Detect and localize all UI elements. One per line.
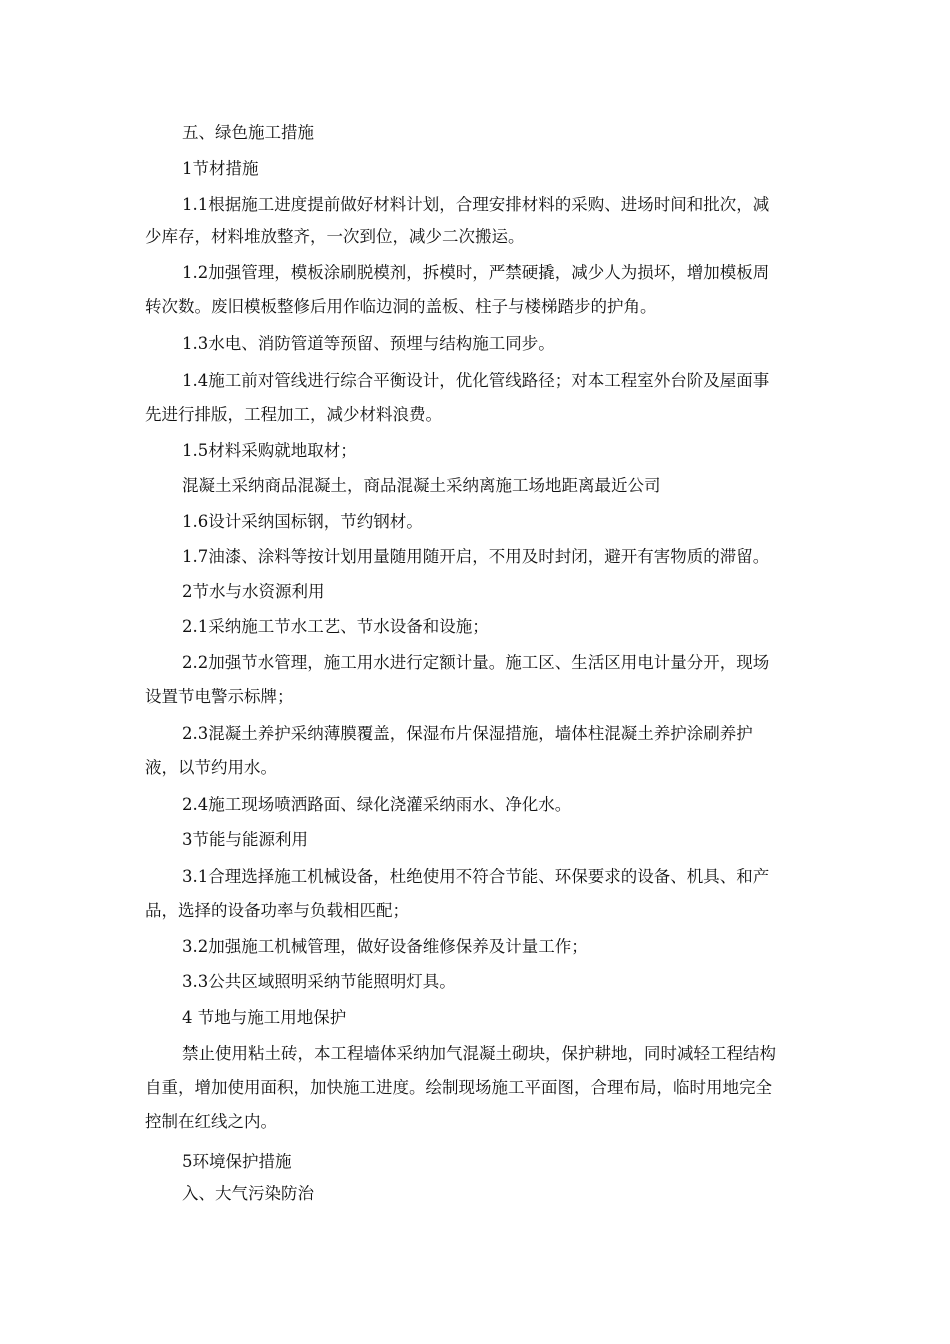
paragraph-line: 3.2加强施工机械管理，做好设备维修保养及计量工作；	[182, 937, 588, 956]
subsection-heading: 5环境保护措施	[182, 1152, 292, 1171]
paragraph-line: 2.1采纳施工节水工艺、节水设备和设施；	[182, 617, 489, 636]
paragraph-line: 2.3混凝土养护采纳薄膜覆盖，保湿布片保湿措施，墙体柱混凝土养护涂刷养护	[182, 724, 753, 743]
paragraph-line: 转次数。废旧模板整修后用作临边洞的盖板、柱子与楼梯踏步的护角。	[145, 297, 657, 316]
paragraph-line: 液，以节约用水。	[145, 758, 277, 777]
paragraph-line: 先进行排版，工程加工，减少材料浪费。	[145, 405, 442, 424]
paragraph-line: 2.2加强节水管理，施工用水进行定额计量。施工区、生活区用电计量分开，现场	[182, 653, 770, 672]
paragraph-line: 品，选择的设备功率与负载相匹配；	[145, 901, 409, 920]
paragraph-line: 设置节电警示标牌；	[145, 687, 294, 706]
paragraph-line: 1.7油漆、涂料等按计划用量随用随开启，不用及时封闭，避开有害物质的滞留。	[182, 547, 770, 566]
subsection-heading: 入、大气污染防治	[182, 1184, 314, 1203]
paragraph-line: 1.6设计采纳国标钢，节约钢材。	[182, 512, 423, 531]
paragraph-line: 1.2加强管理，模板涂刷脱模剂，拆模时，严禁硬撬，减少人为损坏，增加模板周	[182, 263, 770, 282]
paragraph-line: 控制在红线之内。	[145, 1112, 277, 1131]
subsection-heading: 3节能与能源利用	[182, 830, 308, 849]
subsection-heading: 2节水与水资源利用	[182, 582, 325, 601]
section-heading: 五、绿色施工措施	[182, 123, 314, 142]
paragraph-line: 3.1合理选择施工机械设备，杜绝使用不符合节能、环保要求的设备、机具、和产	[182, 867, 770, 886]
paragraph-line: 1.4施工前对管线进行综合平衡设计，优化管线路径；对本工程室外台阶及屋面事	[182, 371, 770, 390]
paragraph-line: 1.1根据施工进度提前做好材料计划，合理安排材料的采购、进场时间和批次，减	[182, 195, 770, 214]
subsection-heading: 1节材措施	[182, 159, 259, 178]
paragraph-line: 禁止使用粘土砖，本工程墙体采纳加气混凝土砌块，保护耕地，同时减轻工程结构	[182, 1044, 776, 1063]
paragraph-line: 自重，增加使用面积，加快施工进度。绘制现场施工平面图，合理布局，临时用地完全	[145, 1078, 772, 1097]
paragraph-line: 3.3公共区域照明采纳节能照明灯具。	[182, 972, 456, 991]
paragraph-line: 1.3水电、消防管道等预留、预埋与结构施工同步。	[182, 334, 555, 353]
paragraph-line: 混凝土采纳商品混凝土，商品混凝土采纳离施工场地距离最近公司	[182, 476, 661, 495]
paragraph-line: 1.5材料采购就地取材；	[182, 441, 357, 460]
paragraph-line: 2.4施工现场喷洒路面、绿化浇灌采纳雨水、净化水。	[182, 795, 572, 814]
subsection-heading: 4 节地与施工用地保护	[182, 1008, 347, 1027]
paragraph-line: 少库存，材料堆放整齐，一次到位，减少二次搬运。	[145, 227, 525, 246]
